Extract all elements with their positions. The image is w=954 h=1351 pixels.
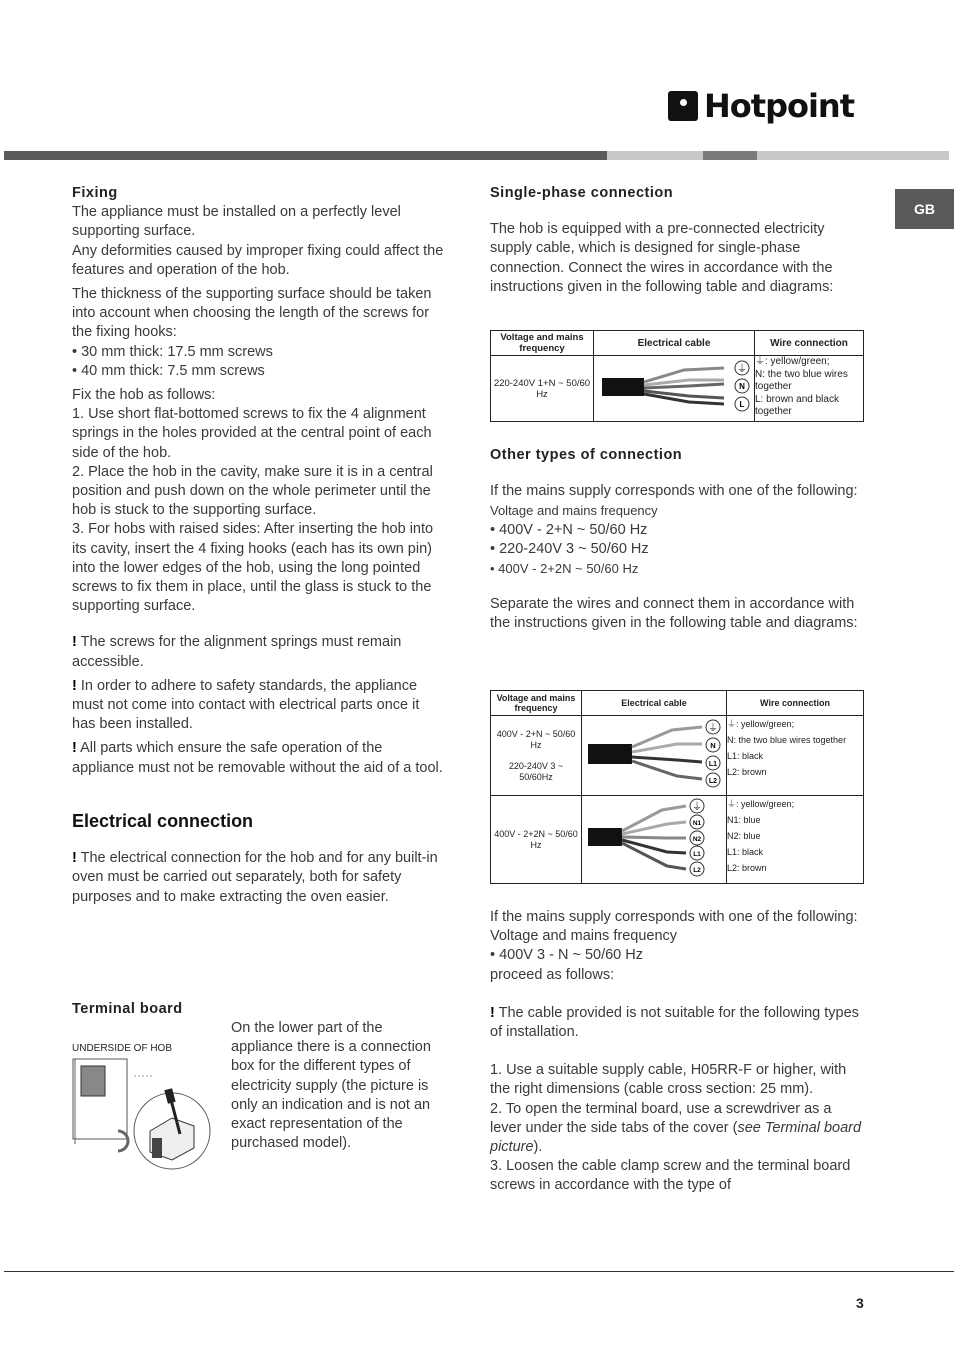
if2-intro: If the mains supply corresponds with one of the following:	[490, 909, 858, 925]
warning-2	[72, 677, 444, 735]
wire-item: L1: black	[727, 847, 764, 857]
other-types-block	[490, 446, 862, 634]
warning-icon: !	[72, 677, 77, 694]
header-bar-dark	[4, 151, 607, 160]
wire-item: ⏚: yellow/green;	[755, 356, 830, 367]
fix-as-follows: Fix the hob as follows:	[72, 387, 216, 404]
warning-icon: !	[72, 634, 77, 651]
page-number: 3	[856, 1295, 864, 1311]
fixing-step-3: 3. For hobs with raised sides: After inserting the hob into its cavity, insert the 4 fixing hooks (each has its own pin) into the lower edges of the hob, using the long pointed screws to fix them in place, until the glass is stuck to the supporting surface.	[72, 521, 434, 615]
warning-1	[72, 633, 444, 671]
header-cable: Electrical cable	[594, 331, 755, 356]
terminal-ground-icon: ⏚	[708, 723, 718, 734]
wire-item: N2: blue	[727, 831, 761, 841]
four-wire-cable-diagram	[582, 796, 726, 880]
header-bar-light	[607, 151, 703, 160]
wire-list	[755, 356, 864, 422]
cable-cell	[594, 356, 755, 422]
logo-mark-icon	[668, 91, 698, 121]
terminal-n: N	[739, 382, 745, 391]
wire-item: L2: brown	[727, 767, 767, 777]
wire-item: L2: brown	[727, 863, 767, 873]
header-bar-light-2	[757, 151, 949, 160]
footer-rule	[4, 1271, 954, 1272]
warning-icon: !	[490, 1004, 495, 1021]
right-lower-block	[490, 908, 862, 1196]
wire-item: ⏚: yellow/green;	[727, 719, 795, 729]
separate-text: Separate the wires and connect them in accordance with the instructions given in the following table and diagrams:	[490, 596, 858, 632]
wire-item: N1: blue	[727, 815, 761, 825]
if2-bullet: • 400V 3 - N ~ 50/60 Hz	[490, 947, 643, 964]
header-voltage: Voltage and mains frequency	[491, 691, 582, 716]
hotpoint-logo	[668, 86, 854, 126]
voltage-cell	[491, 716, 582, 796]
other-types-title: Other types of connection	[490, 447, 683, 463]
terminal-picture-ref: see Terminal board picture	[490, 1119, 862, 1156]
ground-icon: ⏚	[727, 799, 737, 809]
single-phase-title: Single-phase connection	[490, 185, 674, 201]
wire-item: L1: black	[727, 751, 764, 761]
terminal-l1: L1	[708, 761, 718, 768]
three-wire-cable-diagram	[582, 716, 726, 792]
cable-warning	[490, 1004, 862, 1042]
header-wire: Wire connection	[727, 691, 864, 716]
other-intro: If the mains supply corresponds with one of the following:	[490, 483, 858, 500]
terminal-n1: N1	[692, 820, 702, 827]
fixing-bullet-1: • 30 mm thick: 17.5 mm screws	[72, 343, 273, 360]
single-phase-table	[490, 330, 864, 422]
fixing-p1: The appliance must be installed on a perfectly level supporting surface.	[72, 204, 401, 240]
wire-item: ⏚: yellow/green;	[727, 799, 795, 809]
ground-icon: ⏚	[727, 719, 737, 729]
right-step-1: 1. Use a suitable supply cable, H05RR-F or higher, with the right dimensions (cable cross section: 25 mm).	[490, 1062, 847, 1098]
voltage-a: 400V - 2+N ~ 50/60 Hz	[496, 728, 576, 750]
terminal-board-title: Terminal board	[72, 1001, 183, 1017]
terminal-l2: L2	[693, 867, 701, 874]
terminal-l1: L1	[693, 851, 701, 858]
warning-1-text: The screws for the alignment springs must remain accessible.	[72, 634, 402, 670]
other-connection-table	[490, 690, 864, 884]
if2-proceed: proceed as follows:	[490, 966, 615, 983]
if2-vmf: Voltage and mains frequency	[490, 928, 678, 945]
fixing-title: Fixing	[72, 185, 118, 201]
right-column	[490, 184, 862, 297]
warning-icon: !	[72, 850, 77, 867]
terminal-n: N	[710, 741, 716, 750]
cable-warning-text: The cable provided is not suitable for the following types of installation.	[490, 1004, 859, 1041]
wire-list	[727, 716, 864, 796]
wire-list	[727, 796, 864, 884]
terminal-board-illustration	[72, 1056, 214, 1171]
wire-item: N: the two blue wires together	[755, 368, 848, 392]
header-bar-mid	[703, 151, 757, 160]
header-cable: Electrical cable	[582, 691, 727, 716]
ground-icon: ⏚	[755, 356, 765, 367]
cable-cell	[582, 716, 727, 796]
terminal-ground-icon: ⏚	[692, 802, 702, 813]
terminal-l2: L2	[708, 778, 718, 785]
wire-item: N: the two blue wires together	[727, 735, 847, 745]
electrical-warning	[72, 849, 444, 907]
other-bullet-3: • 400V - 2+2N ~ 50/60 Hz	[490, 561, 639, 577]
vmf-label: Voltage and mains frequency	[490, 503, 658, 519]
voltage-b: 220-240V 3 ~ 50/60Hz	[508, 760, 564, 782]
fixing-step-2: 2. Place the hob in the cavity, make sure it is in a central position and push down on the whole perimeter until the hob is stuck to the supporting surface.	[72, 463, 433, 519]
wire-item: L: brown and black together	[755, 393, 839, 417]
warning-2-text: In order to adhere to safety standards, the appliance must not come into contact with electrical parts once it has been installed.	[72, 677, 420, 733]
warning-icon: !	[72, 740, 77, 757]
warning-3-text: All parts which ensure the safe operation of the appliance must not be removable without the aid of a tool.	[72, 740, 443, 776]
single-phase-cable-diagram	[594, 356, 754, 418]
right-step-2: 2. To open the terminal board, use a screwdriver as a lever under the side tabs of the cover (see Terminal board picture).	[490, 1100, 862, 1156]
underside-label: UNDERSIDE OF HOB	[72, 1043, 173, 1054]
terminal-board-text: On the lower part of the appliance there is a connection box for the different types of electricity supply (the picture is only an indication and is not an exact representation of the purchased model).	[231, 1020, 431, 1152]
header-wire: Wire connection	[755, 331, 864, 356]
fixing-step-1: 1. Use short flat-bottomed screws to fix the 4 alignment springs in the holes provided at the central point of each side of the hob.	[72, 406, 432, 461]
fixing-p2: Any deformities caused by improper fixing could affect the features and operation of the hob.	[72, 242, 444, 278]
warning-3	[72, 739, 444, 777]
voltage-cell: 220-240V 1+N ~ 50/60 Hz	[491, 356, 594, 422]
cable-cell	[582, 796, 727, 884]
left-column	[72, 184, 444, 907]
voltage-cell: 400V - 2+2N ~ 50/60 Hz	[491, 796, 582, 884]
electrical-connection-title: Electrical connection	[72, 810, 254, 831]
terminal-ground-icon: ⏚	[737, 364, 747, 375]
terminal-n2: N2	[692, 836, 702, 843]
fixing-p3: The thickness of the supporting surface should be taken into account when choosing the length of the screws for the fixing hooks:	[72, 286, 432, 341]
brand-name: Hotpoint	[704, 87, 854, 125]
header-voltage: Voltage and mains frequency	[491, 331, 594, 356]
language-tab: GB	[895, 189, 954, 229]
other-bullet-1: • 400V - 2+N ~ 50/60 Hz	[490, 521, 648, 538]
right-step-3: 3. Loosen the cable clamp screw and the terminal board screws in accordance with the type of	[490, 1158, 851, 1194]
electrical-warning-text: The electrical connection for the hob and for any built-in oven must be carried out separately, both for safety purposes and to make extracting the oven easier.	[72, 850, 438, 905]
other-bullet-2: • 220-240V 3 ~ 50/60 Hz	[490, 540, 649, 557]
terminal-l: L	[739, 400, 745, 409]
single-phase-text: The hob is equipped with a pre-connected electricity supply cable, which is designed for single-phase connection. Connect the wires in accordance with the instructions given in the following table and diagrams:	[490, 221, 834, 295]
fixing-bullet-2: • 40 mm thick: 7.5 mm screws	[72, 362, 265, 379]
